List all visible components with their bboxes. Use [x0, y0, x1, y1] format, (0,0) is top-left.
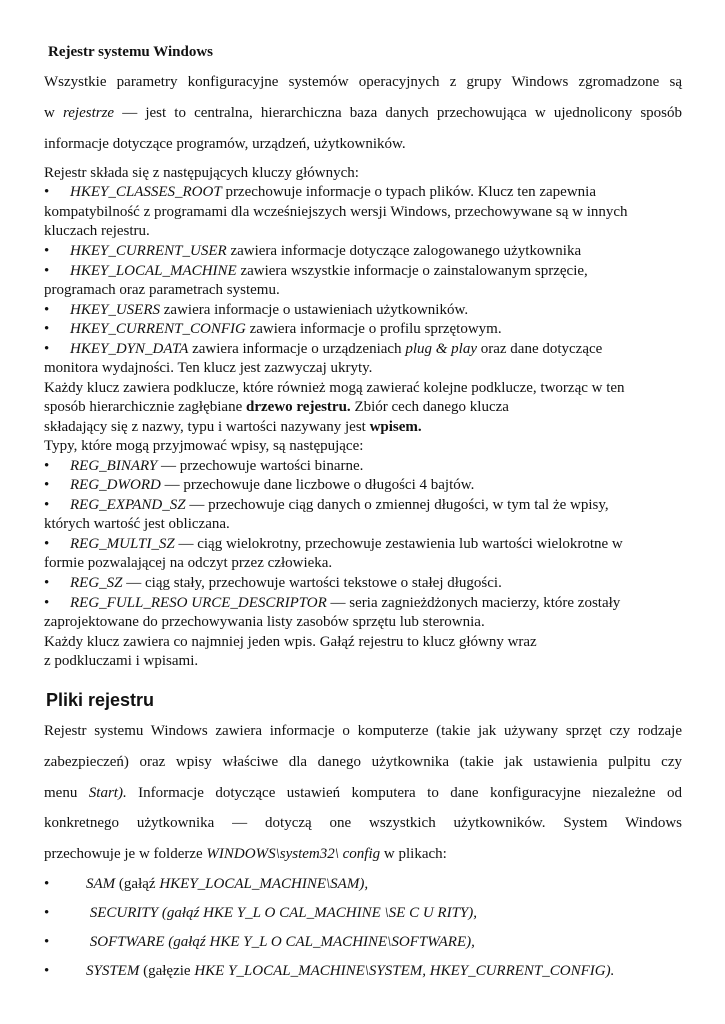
list-item: • HKEY_CURRENT_USER zawiera informacje dotyczące zalogowanego użytkownika: [44, 243, 582, 259]
list-item-cont: kluczach rejestru.: [44, 223, 150, 239]
file-list-item: • SOFTWARE (gałąź HKE Y_L O CAL_MACHINE\SOFTWARE),: [44, 934, 475, 950]
intro-line-2: w rejestrze — jest to centralna, hierarchiczna baza danych przechowująca w ujednolicony sposób: [44, 105, 682, 121]
file-list-item: • SECURITY (gałąź HKE Y_L O CAL_MACHINE \SE C U RITY),: [44, 905, 478, 921]
list-item: • REG_MULTI_SZ — ciąg wielokrotny, przechowuje zestawienia lub wartości wielokrotne w: [44, 536, 623, 552]
section-heading: Pliki rejestru: [46, 690, 155, 710]
list-item-cont: których wartość jest obliczana.: [44, 516, 230, 532]
paragraph-line: z podkluczami i wpisami.: [44, 653, 199, 669]
list-item-cont: monitora wydajności. Ten klucz jest zazwyczaj ukryty.: [44, 360, 373, 376]
list-item-cont: zaprojektowane do przechowywania listy zasobów sprzętu lub sterownia.: [44, 614, 485, 630]
list-item: • REG_SZ — ciąg stały, przechowuje wartości tekstowe o stałej długości.: [44, 575, 502, 591]
file-list-item: • SAM (gałąź HKEY_LOCAL_MACHINE\SAM),: [44, 876, 369, 892]
paragraph-line: konkretnego użytkownika — dotyczą one wszystkich użytkowników. System Windows: [44, 815, 682, 831]
paragraph-line: Każdy klucz zawiera co najmniej jeden wpis. Gałąź rejestru to klucz główny wraz: [44, 634, 537, 650]
section-title: Rejestr systemu Windows: [48, 44, 214, 60]
paragraph-line: przechowuje je w folderze WINDOWS\system32\ config w plikach:: [44, 846, 447, 862]
list-item: • HKEY_CLASSES_ROOT przechowuje informacje o typach plików. Klucz ten zapewnia: [44, 184, 596, 200]
list-item-cont: kompatybilność z programami dla wcześniejszych wersji Windows, przechowywane są w innych: [44, 204, 628, 220]
paragraph-line: składający się z nazwy, typu i wartości nazywany jest wpisem.: [44, 419, 422, 435]
keys-intro: Rejestr składa się z następujących kluczy głównych:: [44, 165, 359, 181]
list-item: • REG_EXPAND_SZ — przechowuje ciąg danych o zmiennej długości, w tym tal że wpisy,: [44, 497, 609, 513]
list-item: • HKEY_USERS zawiera informacje o ustawieniach użytkowników.: [44, 302, 469, 318]
paragraph-line: menu Start). Informacje dotyczące ustawień komputera to dane konfiguracyjne niezależne od: [44, 785, 683, 801]
paragraph-line: sposób hierarchicznie zagłębiane drzewo rejestru. Zbiór cech danego klucza: [44, 399, 509, 415]
list-item-cont: programach oraz parametrach systemu.: [44, 282, 280, 298]
intro-line-1: Wszystkie parametry konfiguracyjne systemów operacyjnych z grupy Windows zgromadzone są: [44, 74, 682, 90]
intro-line-3: informacje dotyczące programów, urządzeń, użytkowników.: [44, 136, 406, 152]
list-item: • HKEY_CURRENT_CONFIG zawiera informacje o profilu sprzętowym.: [44, 321, 502, 337]
list-item: • REG_FULL_RESO URCE_DESCRIPTOR — seria zagnieżdżonych macierzy, które zostały: [44, 595, 621, 611]
list-item: • REG_DWORD — przechowuje dane liczbowe o długości 4 bajtów.: [44, 477, 475, 493]
list-item: • HKEY_DYN_DATA zawiera informacje o urządzeniach plug & play oraz dane dotyczące: [44, 341, 603, 357]
paragraph-line: Rejestr systemu Windows zawiera informacje o komputerze (takie jak używany sprzęt czy rodzaje: [44, 723, 682, 739]
list-item-cont: formie pozwalającej na odczyt przez człowieka.: [44, 555, 333, 571]
paragraph-line: Każdy klucz zawiera podklucze, które również mogą zawierać kolejne podklucze, tworząc w ten: [44, 380, 625, 396]
paragraph-line: Typy, które mogą przyjmować wpisy, są następujące:: [44, 438, 364, 454]
list-item: • REG_BINARY — przechowuje wartości binarne.: [44, 458, 364, 474]
list-item: • HKEY_LOCAL_MACHINE zawiera wszystkie informacje o zainstalowanym sprzęcie,: [44, 263, 588, 279]
paragraph-line: zabezpieczeń) oraz wpisy właściwe dla danego użytkownika (takie jak ustawienia pulpitu czy: [44, 754, 682, 770]
file-list-item: • SYSTEM (gałęzie HKE Y_LOCAL_MACHINE\SYSTEM, HKEY_CURRENT_CONFIG).: [44, 963, 615, 979]
